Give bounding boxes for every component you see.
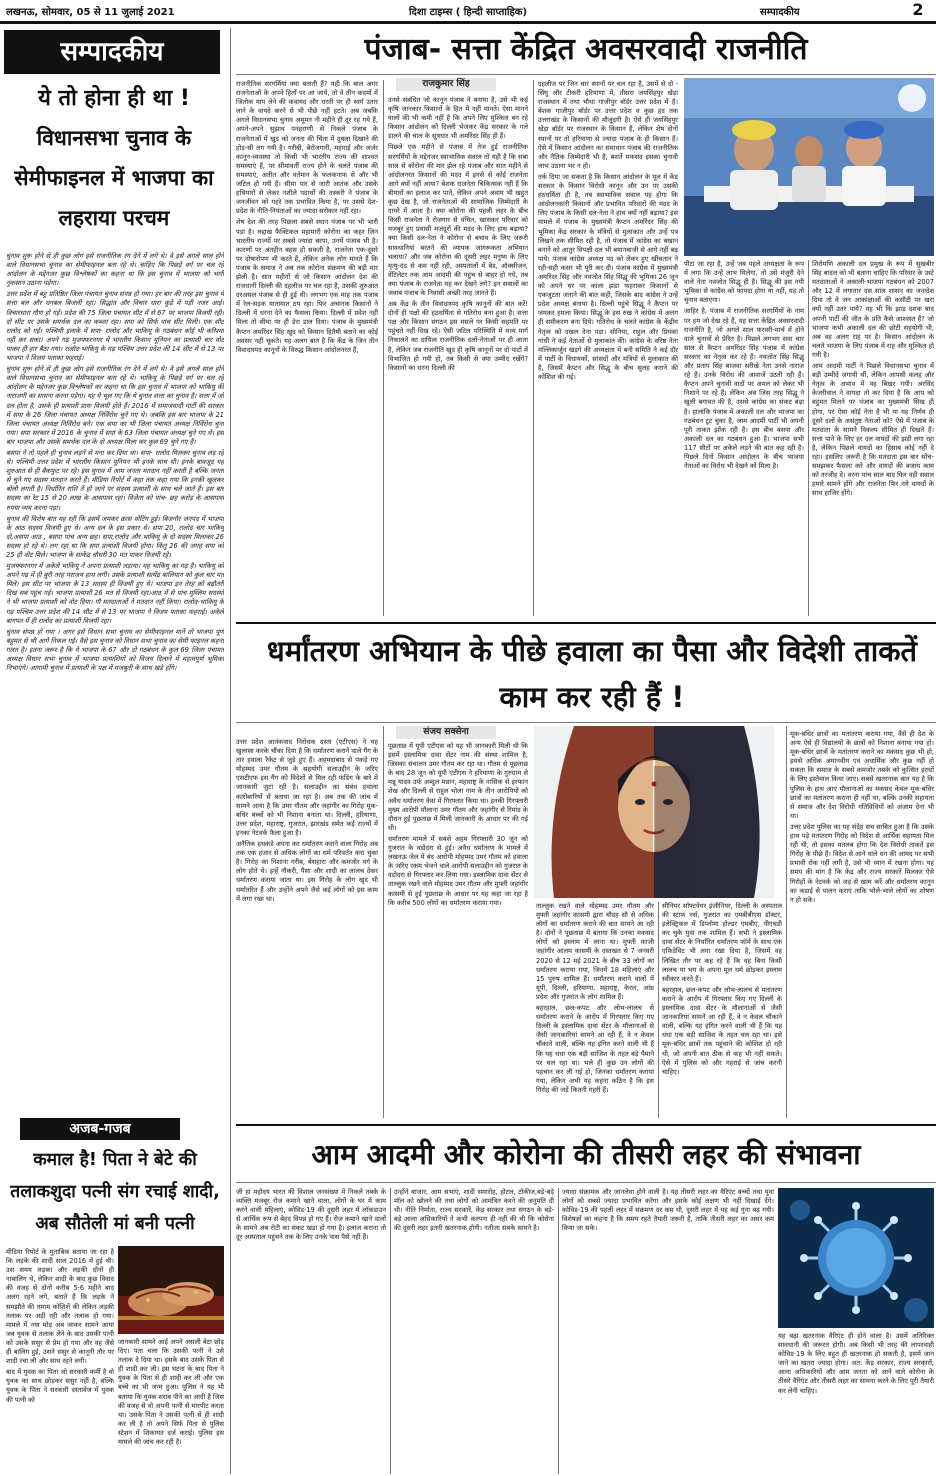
punjab-paragraph: शिरोमणि अकाली दल प्रमुख के रूप में सुखबीर सिंह बादल को भी बताना चाहिए कि परिवार के उस्टे मतदाताओं ने अकाली-भाजपा गठबंधन को 2007 और 12 में लगातार दस साल शासन का जनादेश दिया तो वे जन आकांक्षाओं की कसौटी पर खरा क्यों नहीं उतर पाये? वह भी कि झाड़ दशक बाद अपनी पार्टी की जीत के प्रति कैसे आश्वस्त हैं? जो भाजपा कभी अकाली दल की छोटी सहयोगी थी, अब वह अलग राह पर है। किसान आंदोलन के चलते भाजपा के लिए पंजाब में राह और मुश्किल हो गयी है। bbox=[812, 260, 934, 359]
punjab-paragraph: तर्क दिया जा सकता है कि किसान आंदोलन के मूल में केंद्र सरकार के किसान विरोधी कानून और उन पर उसकी हठधर्मिता ही है, तब स्वाभाविक सवाल यह होगा कि आंदोलनकारी किसानों और प्रभावित परिवारों की मदद के लिए पंजाब के किसी दल-नेता ने हाथ क्यों नहीं बढ़ाया? इस मामले में पंजाब के मुख्यमंत्री कैप्टन अमरिंदर सिंह की भूमिका केंद्र सरकार के मंत्रियों से मुलाकात और उन्हें पत्र लिखने तक सीमित रही है, तो पंजाब में कांग्रेस का बखान बनाने को आतुर विपक्षी दल भी बयानबाजी से आगे नहीं बढ़ पाये। पंजाब कांग्रेस अध्यक्ष पद को लेकर हुए खींचतान ने रही-सही कसर भी पूरी कर दी। पंजाब कांग्रेस में मुख्यमंत्री अमरिंदर सिंह और नवजोत सिंह सिद्धू की भूमिका 26 जून को अपने घर पर काला झंडा फहराकर किसानों से एकजुटता जताने की बात कही, जिसके बाद कांग्रेस ने उन्हें प्रदेश अध्यक्ष बनाया है। दिल्ली पहुंचे सिद्धू ने कैप्टन पर जमकर हमला किया। सिद्धू के इस रुख ने कांग्रेस में अलग ही समीकरण बना दिये। गतिरोध के चलते कांग्रेस के केंद्रीय नेतृत्व को दखल देना पड़ा। सोनिया, राहुल और प्रियंका गांधी ने कई नेताओं से मुलाकात की। कांग्रेस के वरिष्ठ नेता मल्लिकार्जुन खड़गे की अध्यक्षता में बनी समिति ने कई दौर में पार्टी के विधायकों, सांसदों और मंत्रियों से मुलाकात की है, जिसमें कैप्टन और सिद्धू के बीच सुलह कराने की कोशिश की गई। bbox=[538, 172, 678, 381]
corona-column-1 bbox=[236, 1188, 386, 1474]
editorial-label-bar: सम्पादकीय bbox=[4, 30, 220, 74]
column-divider bbox=[658, 902, 659, 1118]
conversion-paragraph: सीनियर सॉफ्टवेयर इंजीनियर, दिल्ली के अस्पताल की स्टाफ नर्स, गुजरात का एमबीबीएस डॉक्टर, इलेक्ट्रिकल में डिप्लोमा होल्डर एमबीए, पीएचडी कर चुके युवा तक शामिल हैं। सभी ने इस्लामिक दावा सेंटर के निर्धारित धर्मांतरण फॉर्म के साथ एक एफिडेविट भी लगा रखा दिया है, जिसमें वह लिखित तौर पर कह रहे हैं कि वह बिना किसी लालच या भय के अपना मूल धर्म छोड़कर इस्लाम स्वीकार करते हैं। bbox=[662, 902, 782, 983]
conversion-paragraph: अनैतिक हथकंडे अपना कर धर्मांतरण कराने वाला गिरोह अब तक एक हजार से अधिक लोगों का धर्म परिवर्तन करा चुका है। गिरोह का निशाना गरीब, बेसहारा और कमजोर वर्ग के लोग होते थे। इन्हें नौकरी, पैसा और शादी का लालच देकर धर्मांतरण कराया जाता था। इस गिरोह के लोग खुद भी धर्मांतरित हैं और उन्होंने अपने जैसे कई लोगों को इस काम में लगा रखा था। bbox=[236, 840, 378, 903]
punjab-paragraph: शेष देश की तरह पिछला सबसे स्थान पंजाब पर भी भारी पड़ा है। लद्दाख फैक्टिकल महामारी कोरोना का कहर जिन भारतीय राज्यों पर सबसे ज्यादा बरपा, उनमें पंजाब भी है। कारणों पर अंतहीन बहस हो सकती है, राजनेता एक-दूसरे पर दोषारोपण भी करते हैं, लेकिन अनेक लोग मानते हैं कि पंजाब के समाज ने अब तक कोरोना संक्रमण की बड़ी मार झेली है। सात महीनों से जो किसान आंदोलन देश की राजधानी दिल्ली की दहलीज पर चल रहा है, उसकी शुरुआत दरअसल पंजाब से ही हुई थी। लगभग एक माह तक पंजाब में रेल-सड़क यातायात ठप रहा। फिर अचानक किसानों ने दिल्ली में धरना देने का फैसला किया। दिल्ली में प्रवेश नहीं मिला तो सीमा पर ही डेरा डाल दिया। पंजाब के मुख्यमंत्री कैप्टन अमरिंदर सिंह खुद को किसान हितैषी बताने का कोई अवसर नहीं चूकते। यह अलग बात है कि केंद्र के जिन तीन विवादास्पद कानूनों के विरुद्ध किसान आंदोलनरत हैं, bbox=[236, 218, 378, 354]
conversion-paragraph: उत्तर प्रदेश पुलिस का यह संदेह सच साबित हुआ है कि उसके हाथ पड़े मतांतरण गिरोह को विदेश से आर्थिक सहायता मिल रही थी, तो इसका मतलब होगा कि देश विरोधी ताकतें इस गिरोह के पीछे हैं। विदेश से आने वाले धन की आमद पर सभी प्रभावी रोक नहीं लगी है, उसे भी ध्यान में रखना होगा। यह समय की मांग है कि केंद्र और राज्य सरकारें मिलकर ऐसे गिरोहों के नेटवर्क को जड़ से खत्म करें और धर्मांतरण कानून का कड़ाई से पालन कराएं ताकि भोले-भाले लोगों का शोषण न हो सके। bbox=[790, 822, 934, 904]
editorial-paragraph: चुनाव की विशेष बात यह रही कि इसमें जमकर क्रास वोटिंग हुई। बिजनौर जनपद में भाजपा के आठ सदस्य विजयी हुए थे। अन्य दल के इस प्रकार थे। सपा 20, रालोद चार भाकियू दो,असपा आठ , बसपा पांच अन्य छह। सपा,रालोद और भाकियू के दो सदस्य मिलाकर 26 सदस्य हो रहे थे। लग रहा था कि सपा प्रत्याशी विजयी होगा। किंतु 26 की जगह सपा को 25 ही वोट मिले। भाजपा के साकेंद्र चौधरी 30 मत पाकर विजयी रहे। bbox=[6, 514, 224, 559]
punjab-paragraph: पीटा जा रहा है, उन्हें जब पहले अध्यक्षता के रूप में लगा कि उन्हें लाभ मिलेगा, तो उसे मंजूरी देने वाले नेता नवजोत सिद्धू ही हैं। सिद्धू की इस नयी भूमिका से कांग्रेस को फायदा होगा या नहीं, यह तो चुनाव बताएगा। bbox=[684, 260, 804, 305]
editorial-paragraph: चुनाव शुरू होने से ही कुछ लोग इसे राजनीतिक रंग देने में लगे थे। वे इसे अगले साल होने वाले विधानसभा चुनाव का सेमीफाइनल बता रहे थे। भाकियू के पिछड़े वर्ग पर चल रहे आंदोलन के मद्देनजर कुछ विश्लेषकों का कहना था कि इस चुनाव में भाजपा को भाकियू की नाराजगी का सामना करना पड़ेगा। यह ये भूल गए कि ये चुनाव सत्ता का चुनाव है। सत्ता में जो दल होता है, उसके ही प्रत्याशी प्रायः विजयी होते हैं। 2016 में समाजवादी पार्टी की सरकार में सपा के 26 जिला पंचायत अध्यक्ष निर्विरोध चुने गए थे। जबकि इस बार भाजपा के 21 जिला पंचायत अध्यक्ष निर्विरोध बने। एक सपा का भी जिला पंचायत अध्यक्ष निर्विरोध चुना गया। सपा सरकार में 2016 के चुनाव में सपा के 63 जिला पंचायत अध्यक्ष चुने गए थे। इस बार भाजपा और उसके समर्थक दल के दो अध्यक्ष मिला कर कुल 69 चुने गए हैं। bbox=[6, 365, 224, 446]
section-rule bbox=[236, 1124, 936, 1126]
punjab-paragraph: पिछले एक महीने से पंजाब में तेज हुई राजनीतिक सरगर्मियों के मद्देनजर स्वाभाविक सवाल तो यही है कि सबा साल से कोरोना की मार झेल रहे पंजाब और सात महीने से आंदोलनरत किसानों की मदद में इनसे से कोई राजनेता आगे क्यों नहीं आया? बेशक राजनेता चिकित्सक नहीं हैं कि बीमारों का इलाज कर पाते, लेकिन अपने अवाम भी खहुत कुछ देख है, जो राजनेताओं की सामाजिक जिम्मेदारी के दायरे में आता है। क्या कोरोना की पहली लहर के बीच किसी राजनेता ने रोजगार से वंचित, खासकर परिवार को मजबूर हुए प्रवासी मजदूरों की मदद के लिए हाथ बढ़ाया? क्या किसी दल-नेता ने कोरोना से बचाव के लिए जरूरी सावधानियां बरतने की व्यापक जागरूकता अभियान चलाया? और जब कोरोना की दूसरी लहर मनुष्य के लिए मृत्यु-दंड से कम नहीं रही, अस्पतालों में बेड, ऑक्सीजन, वेंटिलेटर तक आम आदमी की पहुंच से बाहर हो गये, तब क्या पंजाब के राजनेता यह कर देखने लगे? इन सवालों का जवाब पंजाब के निवासी अच्छी तरह जानते हैं। bbox=[388, 143, 528, 297]
conversion-paragraph: पूछताछ में यूपी एटीएस को यह भी जानकारी मिली थी कि इसमें इस्लामिक दावा सेंटर नाम की संस्था शामिल है, जिसका संचालन उमर गौतम कर रहा था। गौतम से पूछताछ के बाद 28 जून को यूपी एटीएस ने हरियाणा के गुरुग्राम से मन्नू यादव उर्फ अब्दुल मन्नान, महाराष्ट्र के नासिक से इरफान शेख और दिल्ली से राहुल भोला नाम के तीन आरोपियों को अवैध धर्मांतरण केस में गिरफ्तार किया था। इनकी गिरफ्तारी मुख्य आरोपी मौलाना उमर गौतम और जहांगीर से रिमांड के दौरान हुई पूछताछ में मिली जानकारी के आधार पर की गई थी। bbox=[388, 742, 528, 832]
punjab-column-5 bbox=[812, 260, 934, 616]
masthead-paper-name: दिशा टाइम्स ( हिन्दी साप्ताहिक) bbox=[408, 7, 528, 18]
punjab-paragraph: आम आदमी पार्टी ने पिछले विधानसभा चुनाव में बड़ी उम्मीदें जगायी थीं, लेकिन आपसी कलह और नेतृत्व के अभाव में वह बिखर गयी। अरविंद केजरीवाल ने वायदा तो कर दिया है कि आप को बहुमत मिलने पर पंजाब का मुख्यमंत्री सिख ही होगा, पर ऐसा कोई नेता है भी या यह निर्णय ही दूसरे दलों के असंतुष्ट नेताओं को? ऐसे में पंजाब के मतदाता के सामने विकल्प सीमित ही दिखते हैं। सत्ता पाने के लिए हर दल वायदों की झड़ी लगा रहा है, लेकिन पिछले वायदों का हिसाब कोई नहीं दे रहा। इसलिए जरूरी है कि मतदाता इस बार सोच-समझकर फैसला करे और वायदों की बजाय काम को तरजीह दे। वरना पांच साल बाद फिर वही सवाल हमारे सामने होंगे और राजनेता फिर नये वायदों के साथ हाजिर होंगे। bbox=[812, 362, 934, 498]
punjab-paragraph: जाहिर है, पंजाब में राजनीतिक सरगर्मियों के नाम पर हम जो देख रहे हैं, वह सत्ता केंद्रित अवसरवादी राजनीति है, जो अगले साल फरवरी-मार्च में होने वाले चुनावों से प्रेरित है। पिछले लगभग सवा चार साल से कैप्टन अमरिंदर सिंह पंजाब में कांग्रेस सरकार का नेतृत्व कर रहे हैं। नवजोत सिंह सिद्धू और प्रताप सिंह बाजवा सरीखे नेता उनसे नाराज रहे हैं। उनके विरोध की आवाजें उठती रही हैं। कैप्टन अपने चुनावी वादों पर अमल को लेकर भी निशाने पर रहे हैं। लेकिन अब जिस तरह सिद्धू ने खुली बगावत की है, उससे कांग्रेस का संकट बढ़ा है। हालांकि पंजाब में अकाली दल और भाजपा का गठबंधन टूट चुका है, आम आदमी पार्टी भी अपनी पूरी ताकत झोंक रही है। इस बीच बसपा और अकाली दल का गठबंधन हुआ है। भाजपा सभी 117 सीटों पर अकेले लड़ने की बात कह रही है। पिछले दिनों किसान आंदोलन के बीच भाजपा नेताओं का विरोध भी देखने को मिला है। bbox=[684, 307, 804, 471]
corona-column-2 bbox=[394, 1188, 554, 1474]
ajab-gajab-headline: कमाल है! पिता ने बेटे की तलाकशुदा पत्नी संग रचाई शादी, अब सौतेली मां बनी पत्नी bbox=[10, 1150, 220, 1234]
column-divider bbox=[558, 1188, 559, 1474]
editorial-paragraph: मुजफ्फरनगर में अकेले भाकियू ने अपना प्रत्याशी लड़ाया। यह भाकियू का गढ़ है। भाकियू को अपने गढ़ में ही बुरी तरह पराजय हाथ लगी। उसके प्रत्याशी सत्येंद्र बालियान को कुल चार मत मिले। इस सीट पर भाजपा के 13 सदस्य ही विजयी हुए थे। भाजपा इन तेरह को बढ़ौतरी दिख सब पहुंच गई। भाजपा प्रत्याशी 26 मत से विजयी रहा।आठ में से पांच मुस्लिम सदस्यों ने भी भाजपा प्रत्याशी को वोट दिया। गौ मतदाताओं ने मतदान नहीं किया। रालोद-भाकियू के गढ़ पश्चिम उत्तर प्रदेश की 14 सीट में से 13 पर भाजपा ने विजय पताका फहराई। अकेले बागपत में ही रालोद का प्रत्याशी विजयी रहा। bbox=[6, 562, 224, 625]
ajab-paragraph: जानकारी सामने आई अपने असली बेटा छोड़ दिए। पता चला कि उसकी पत्नी ने उसे तलाक दे दिया था। इसके बाद उसके पिता से ही शादी कर ली। इस घटना के बाद पिता ने युवक के पिता से ही शादी कर ली और एक बच्चे का भी जन्म हुआ। पुलिस ने यह भी बताया कि युवक शराब पीने का आदी है जिस की वजह से वो अपनी पत्नी से मारपीट करता था। उसके पिता ने उसकी पत्नी से ही शादी कर ली है तो अपने सिर्फ पिता से पुलिस स्टेशन में शिकायत दर्ज कराई। पुलिस इस मामले की जांच कर रही है। bbox=[118, 1338, 224, 1447]
column-divider bbox=[390, 1188, 391, 1474]
masthead-date: लखनऊ, सोमवार, 05 से 11 जुलाई 2021 bbox=[6, 7, 175, 18]
conversion-byline: संजय सक्सेना bbox=[396, 726, 496, 739]
conversion-paragraph: ताल्लुक रखने वाले मोहम्मद उमर गौतम और मुफ्ती जहांगीर कासमी द्वारा चौदह सौ से अधिक लोगों का धर्मांतरण कराने की बात सामने आ रही है। दोनों ने पूछताछ में बताया कि उनका मकसद लोगों को इस्लाम में लाना था। मुफ्ती काजी जहांगीर आलम कासमी के दस्तखत से 7 जनवरी 2020 से 12 मई 2021 के बीच 33 लोगों का धर्मांतरण कराया गया, जिनमें 18 महिलाएं और 15 पुरुष शामिल हैं। धर्मांतरण कराने वालों में यूपी, दिल्ली, हरियाणा, महाराष्ट्र, केरल, आंध्र प्रदेश और गुजरात के लोग शामिल हैं। bbox=[536, 902, 654, 1001]
column-divider bbox=[533, 80, 534, 616]
corona-column-3 bbox=[562, 1188, 774, 1474]
punjab-paragraph: राजनीतिक सरगर्मियां क्या बताती हैं? यही कि बाल अगर राजनेताओं के अपने हितों पर आ जाये, तो वे तीन कदमों में जितोक माप लेने की कवायद और धरती पर ही स्वर्ग उतार लाने के वायदे करने से भी पीछे नहीं हटते। अब जबकि अगले विधानसभा चुनाव अमूमन नौ महीने ही दूर रह गये हैं, अपने-अपने सुझाव पनहराणी से निकले पंजाब के राजनेताओं में खुद को जनता की चिंता में दुबला दिखाने की होड़-सी लग गयी है। गरीबी, बेरोजगारी, महंगाई और जर्जर कानून-व्यवस्था तो किसी भी भारतीय राज्य की शाश्वत समस्याएं हैं, पर सीमावर्ती राज्य होने के चलते पंजाब की समस्याएं, अतीत और वर्तमान के फलकनाफ से और भी जटिल हो गयी हैं। सीमा पार से जारी आतंक और उसके हथियारों से लेकर नशीले पदार्थों की तस्करी ने पंजाब के जनजीवन को गहरे तक प्रभावित किया है, पर उससे देश-प्रदेश के नीति-नियंताओं का ज्यादा सरोकार नहीं रहा। bbox=[236, 80, 378, 216]
punjab-column-2 bbox=[388, 96, 528, 616]
editorial-paragraph: चुनाव शुरू होने से ही कुछ लोग इसे राजनीतिक रंग देने में लगे थे। वे इसे अगले साल होने वाले विधानसभा चुनाव का सेमीफाइनल बता रहे थे। चाहिए कि पिछड़े वर्ग पर चल रहे आंदोलन के मद्देनजर कुछ विश्लेषकों का कहना था कि इस चुनाव में भाजपा को भारी नुकसान उठाना पड़ेगा। bbox=[6, 252, 224, 288]
column-divider bbox=[786, 726, 787, 1118]
masthead-bar bbox=[0, 0, 936, 24]
corona-paragraph: ज्यादा संक्रामक और जानलेवा होने वाली है। यह तीसरी लहर का वैरिएंट बच्चों तथा युवा लोगों को सबसे ज्यादा प्रभावित करेगा और इसके कोई लक्षण भी नहीं दिखाई देंगे। कोविड-19 की पहली लहर में संक्रमण दर कम थी, दूसरी लहर में यह कई गुना बढ़ गयी। विशेषज्ञों का कहना है कि समय रहते तैयारी जरूरी है, ताकि तीसरी लहर का असर कम किया जा सके। bbox=[562, 1188, 774, 1233]
punjab-column-3 bbox=[538, 80, 678, 616]
editorial-paragraph: चुनाव संपन्न हो गया । अगर इसे विधान सभा चुनाव का सेमीफाइनल मानें तो भाजपा पूर्ण बहुमत से भी आगे निकल गई। वैसे इस चुनाव को विधान सभा चुनाव का सेमी फाइनल कहना गलत है। इतना जरूर है कि ये भाजपा के 67 और दो गठबंधन के कुल 69 जिला पंचायत अध्यक्ष विधान सभा चुनाव में भाजपा प्रत्याशियों को विजय दिलाने में महत्वपूर्ण भूमिका निभाएंगे। आगामी चुनाव में प्रत्याशी के पक्ष में मजबूती के साथ खड़े होंगे। bbox=[6, 627, 224, 673]
conversion-column-5 bbox=[790, 730, 934, 1118]
punjab-paragraph: अब केंद्र के तीन विवादास्पद कृषि कानूनों की बात करें! दोनों ही पक्षों की हठधर्मिता से गतिरोध बना हुआ है। सत्ता पक्ष और किसान संगठन इस मसले पर किसी सहमति पर पहुंचते नहीं दिख रहे। ऐसी जटिल परिस्थिति में मध्य मार्ग निकालने का दायित्व राजनीतिक दलों-नेताओं पर ही आता है, लेकिन जब राजनीति खुद ही कृषि कानूनों पर दो पाटों में विभाजित हो गयी हो, तब किसी से क्या उम्मीद रखेंगे? किसानों का धरना दिल्ली की bbox=[388, 300, 528, 372]
punjab-byline: राजकुमार सिंह bbox=[396, 78, 496, 91]
masthead-section: सम्पादकीय bbox=[760, 7, 800, 18]
editorial-body bbox=[6, 252, 224, 1114]
coronavirus-image bbox=[778, 1188, 934, 1328]
punjab-headline: पंजाब- सत्ता केंद्रित अवसरवादी राजनीति bbox=[364, 32, 808, 67]
punjab-leaders-photo bbox=[684, 78, 934, 256]
conversion-paragraph: मूक-बधिर छात्रों का मतांतरण कराया गया, वैसे ही देश के अन्य ऐसे ही विद्यालयों के छात्रों को निशाना बनाया गया हो। मूक-बधिर छात्रों के मतांतरण कराने का मकसद कुछ भी हो, इससे अधिक अमानवीय एवं अधार्मिक और कुछ नहीं हो सकता कि समाज के सबसे कमजोर तबके को कुत्सित इरादों के लिए इस्तेमाल किया जाए। सबसे खतरनाक बात यह है कि पुलिस के हाथ आए मौलानाओं का मकसद केवल मूक-बधिर छात्रों का मतांतरण कराना ही नहीं था, बल्कि उनकी सहायता से समाज और देश विरोधी गतिविधियों को अंजाम देना भी था। bbox=[790, 730, 934, 820]
left-column-divider bbox=[230, 28, 231, 1474]
punjab-column-1 bbox=[236, 80, 378, 616]
corona-headline: आम आदमी और कोरोना की तीसरी लहर की संभावना bbox=[311, 1138, 861, 1171]
ajab-gajab-body-right bbox=[118, 1338, 224, 1470]
column-divider bbox=[383, 80, 384, 616]
corona-image-caption bbox=[778, 1332, 934, 1474]
ajab-paragraph: बाद में युवक का पिता जो सरकारी कर्मी है वो युवक का साथ छोड़कर ससुर नहीं है, बल्कि युवक के पिता ने सरकारी दस्तावेज में युवक की पत्नी को bbox=[6, 1368, 114, 1404]
conversion-paragraph: बहरहाल, छल-कपट और लोभ-लालच से धर्मांतरण कराने के आरोप में गिरफ्तार किए गए दिल्ली के इस्लामिक दावा सेंटर के मौलानाओं से जैसी जानकारियां सामने आ रही हैं, वे न केवल चौंकाने वाली, बल्कि यह इंगित करने वाली भी हैं कि यह धंधा एक बड़ी साजिश के तहत बड़े पैमाने पर चल रहा था। भले ही कुछ उन लोगों की पहचान कर ली गई हो, जिनका धर्मांतरण कराया गया, लेकिन अभी यह कहना कठिन है कि इस गिरोह की जड़ें कितनी गहरी हैं। bbox=[536, 1004, 654, 1094]
ajab-gajab-label: अजब-गजब bbox=[20, 1118, 180, 1140]
conversion-paragraph: उत्तर प्रदेश आतंकवाद निरोधक दस्ता (एटीएस) ने यह खुलासा करके चौंका दिया है कि धर्मांतरण कराने वाले गैंग के तार हवाला रैकेट से जुड़े हुए हैं। अहमदाबाद से पकड़े गए मोहम्मद उमर गौतम के सहयोगी सलाउद्दीन के जरिए एसटीएफ इस गैंग को विदेशों से मिल रही फंडिंग के बारे में जानकारी जुटा रही है। सलाउद्दीन का संबंध हवाला कारोबारियों से बताया जा रहा है। अब तक की जांच में सामने आया है कि उमर गौतम और जहांगीर का गिरोह मूक-बधिर बच्चों को भी निशाना बनाता था। दिल्ली, हरियाणा, उत्तर प्रदेश, महाराष्ट्र, गुजरात, झारखंड समेत कई राज्यों में इनका नेटवर्क फैला हुआ है। bbox=[236, 738, 378, 837]
editorial-paragraph: उत्तर प्रदेश में बहु प्रतिष्ठित जिला पंचायत चुनाव संपन्न हो गया। हर बार की तरह इस चुनाव में सत्ता बल और धनबल बिजली रहा। सिद्धांत और विचार धारा कूड़े में पड़ी नजर आई। विचारधारा गौण हो गई। प्रदेश की 75 जिला पंचायत सीट में से 67 पर भाजपा विजयी रही। दो सीट पर उसके समर्थक दल का कब्जा रहा। सपा को सिर्फ पांच सीट मिली। एक सीट रालोद को गई। पश्चिमी इलाके में सपा- रालोद और भाकियू के गठबंधन कोई भी करिश्मा नहीं कर सका। अपने गढ़ मुजफ्फरनगर में भारतीय किसान यूनियन का प्रत्याशी चार वोट पाकर ही हार बैठा गया। रालोद-भाकियू के गढ़ पश्चिम उत्तर प्रदेश की 14 सीट में से 13 पर भाजपा ने विजय पताका फहराई। bbox=[6, 290, 224, 363]
corona-paragraph: उन्होंने बाजार, आम सभाएं, शादी समारोह, होटल, टॉकीज,बड़े-बड़े मॉल को खोलने की तथा लोगों को आमंत्रित करने की अनुमति दी थी। नीति निर्माता, राज्य सरकारें, केंद्र सरकार तथा संगठन के बड़े-बड़े आला अधिकारियों ने कभी कल्पना ही नहीं की थी कि कोरोना की दूसरी लहर इतनी खतरनाक होगी। नतीजा सबके सामने है। bbox=[394, 1188, 554, 1233]
column-divider bbox=[383, 726, 384, 1118]
page-number: 2 bbox=[906, 0, 930, 20]
conversion-paragraph: बहरहाल, छल-कपट और लोभ-लालच से मतांतरण कराने के आरोप में गिरफ्तार किए गए दिल्ली के इस्लामिक दावा सेंटर के मौलानाओं से जैसी जानकारियां सामने आ रही हैं, वे न केवल चौंकाने वाली, बल्कि यह इंगित करने वाली भी हैं कि यह धंधा एक बड़ी साजिश के तहत चल रहा था। इसे मूक-बधिर छात्रों तक पहुंचाने की कोशिश हो रही थी, जो अपनी बात ठीक से कह भी नहीं सकते। ऐसे में पुलिस को और गहराई से जांच करनी चाहिए। bbox=[662, 985, 782, 1076]
corona-paragraph: यह बढ़ा खतरनाक वैरिएंट ही होने वाला है। उसमें अतिरिक्त सावधानी की जरूरत होगी। अब किसी भी तरह की लापरवाही कोविड-19 के लिए बहुत ही खतरनाक हो सकती है, इसमें जान जाने का खतरा ज्यादा होगा। अत: केंद्र सरकार, राज्य सरकारों, आला अधिकारियों और आम जनता को आने वाले कोरोना के तीसरे वैरिएंट और तीसरी लहर का सामना करने के लिए पूरी तैयारी कर लेनी चाहिए। bbox=[778, 1332, 934, 1395]
conversion-headline: धर्मांतरण अभियान के पीछे हवाला का पैसा और विदेशी ताकतें काम कर रही हैं ! bbox=[266, 634, 918, 714]
conversion-column-1 bbox=[236, 738, 378, 1118]
punjab-paragraph: दहलीज पर जिन चार स्थानों पर चल रहा है, उसमें से दो - सिंघु और टीकरी हरियाणा में, तीसरा जयसिंहपुर खेड़ा राजस्थान में तथा चौथा गाजीपुर बॉर्डर उत्तर प्रदेश में है। बेशक गाजीपुर बॉर्डर पर उत्तर प्रदेश व कुछ हद तक उत्तराखंड के किसानों की मौजूदगी है। ऐसे ही जयसिंहपुर खेड़ा बॉर्डर पर राजस्थान के किसान हैं, लेकिन शेष दोनों स्थानों पर तो हरियाणा से ज्यादा पंजाब के ही किसान हैं। ऐसे में किसान आंदोलन का समाधान पंजाब की राजनीतिक और नैतिक जिम्मेदारी भी है, बशर्ते मकसद इसका चुनावी लाभ उठाना भर न हो। bbox=[538, 80, 678, 170]
punjab-headline-rule bbox=[236, 74, 936, 75]
conversion-paragraph: धर्मांतरण मामले में सबसे अहम गिरफ्तारी 30 जून को गुजरात के वडोदरा से हुई। अवैध धर्मांतरण के मामले में लखनऊ जेल में बंद आरोपी मोहम्मद उमर गौतम को हवाला के जरिए रकम भेजने वाले आरोपी सलाउद्दीन को गुजरात के वडोदरा से गिरफ्तार कर लिया गया। इस्लामिक दावा सेंटर से ताल्लुक रखने वाले मोहम्मद उमर गौतम और मुफ्ती जहांगीर कासमी से हुई पूछताछ के आधार पर यह कहा जा रहा है कि करीब 500 लोगों का धर्मांतरण कराया गया। bbox=[388, 834, 528, 907]
conversion-column-2 bbox=[388, 742, 528, 1118]
ajab-paragraph: मीडिया रिपोर्ट के मुताबिक बताया जा रहा है कि लड़के की शादी साल 2016 में हुई थी। उस समय लड़का और लड़की दोनों ही नाबालिग थे, लेकिन शादी के बाद कुछ विवाद की वजह से दोनों करीब 5-6 महीने बाद अलग रहने लगे, बताते हैं कि लड़के ने समझौते की तमाम कोशिशें की लेकिन लड़की तलाक पर अड़ी रही और तलाक हो गया। मामले में नया मोड़ अब जाकर सामने आया जब युवक से तलाक लेने के बाद उसकी पत्नी को उसके ससुर से प्रेम हो गया और वह जैसे ही बालिग हुई, उसने ससुर से कानूनी तौर पर शादी रचा ली और साथ रहने लगी। bbox=[6, 1248, 114, 1366]
punjab-paragraph: उनसे संबंधित जो कानून पंजाब ने बनाया है, उसे भी कई कृषि जानकार किसानों के हित में नहीं मानते। ऐसा मानने वालों की भी कमी नहीं है कि अपने लिए मुश्किल बन रहे किसान आंदोलन को दिल्ली भेजकर केंद्र सरकार के गले डालने की चाल के सूत्रधार भी अमरिंदर सिंह ही हैं। bbox=[388, 96, 528, 141]
conversion-headline-rule bbox=[236, 722, 936, 723]
column-divider bbox=[808, 260, 809, 616]
ajab-gajab-body-left bbox=[6, 1248, 114, 1470]
editorial-headline: विधानसभा चुनाव के सेमीफाइनल में भाजपा का लहराया परचम bbox=[14, 126, 214, 230]
corona-paragraph: जी हां महोदय भारत की विशाल जनसंख्या में निकले तबके के व्यक्ति मजबूर रोज कमाने खाने वाला, लोगों के घर में काम करने वाली महिलाएं, कोविड-19 की दूसरी लहर में लॉकडाउन से आर्थिक रूप से बेहद विपन्न हो गए हैं। रोज कमाने खाने वालों के सामने अब रोटी का संकट खड़ा हो गया है। इलाज कराना तो दूर अस्पताल पहुंचने तक के लिए उनके पास पैसे नहीं हैं। bbox=[236, 1188, 386, 1242]
punjab-column-4 bbox=[684, 260, 804, 616]
conversion-column-3 bbox=[536, 902, 654, 1118]
editorial-kicker: ये तो होना ही था ! bbox=[38, 86, 190, 111]
conversion-column-4 bbox=[662, 902, 782, 1118]
veiled-woman-illustration bbox=[534, 726, 774, 898]
editorial-paragraph: बसपा ने तो पहले ही चुनाव लड़ने से मना कर दिया था। सपा- रालोद मिलकर चुनाव लड़ रहे थे। पश्चिमी उत्तर प्रदेश में भारतीय किसान यूनियन भी इनके साथ थी। इनके बावजूद यह शुरुआत से ही बैकफुट पर रहे। इस चुनाव में आम जनता मतदान नहीं करती है बल्कि जनता से चुने गए सदस्य मतदान करते हैं। मीडिया रिपोर्ट में कहा तक कहा गया कि इनकी खुलकर बोली लगती है। निर्धारित राशि तें हो जाने पर सदस्य प्रत्याशी के साथ चले जाते हैं। इस बार सदस्य का रेट 15 से 20 लाख के आसपास रहा। विजेता को पांच- छह करोड़ के आसपास रुपया व्यय करना पड़ा। bbox=[6, 448, 224, 512]
corona-headline-rule bbox=[236, 1182, 936, 1183]
wedding-hands-photo bbox=[118, 1246, 224, 1334]
section-rule bbox=[236, 622, 936, 624]
